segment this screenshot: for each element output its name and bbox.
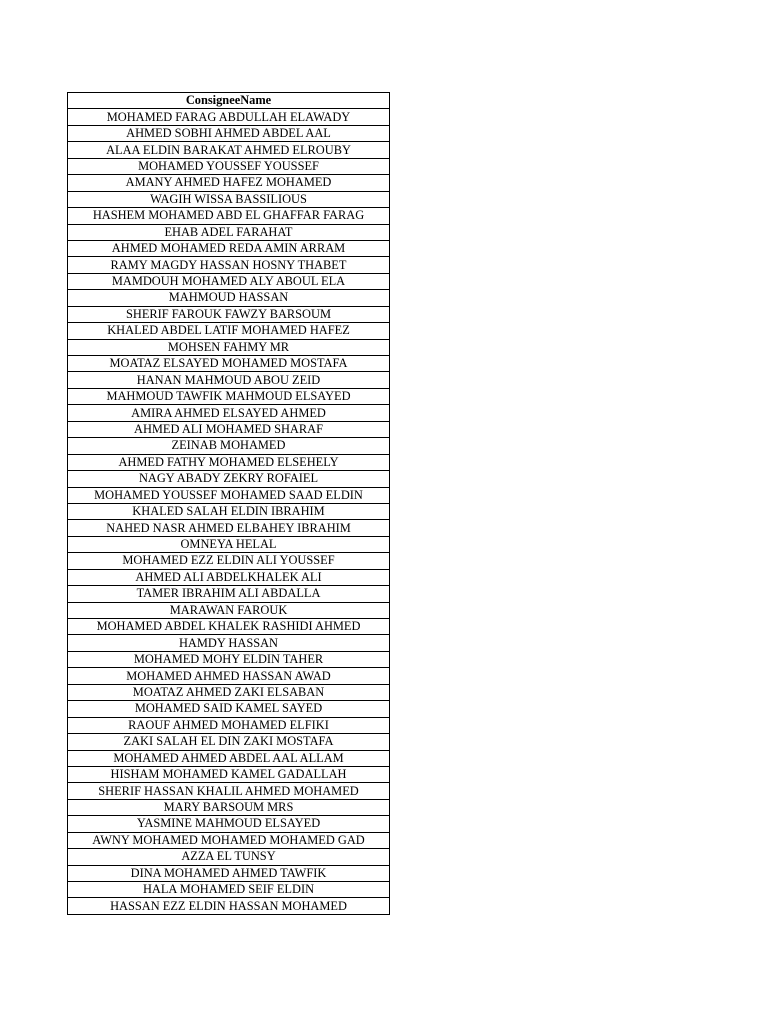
consignee-name-cell: HALA MOHAMED SEIF ELDIN: [68, 882, 390, 898]
consignee-name-cell: NAGY ABADY ZEKRY ROFAIEL: [68, 471, 390, 487]
consignee-name-cell: YASMINE MAHMOUD ELSAYED: [68, 816, 390, 832]
table-row: [68, 224, 390, 240]
table-row: [68, 717, 390, 733]
table-row: [68, 273, 390, 289]
table-row: [68, 438, 390, 454]
table-row: [68, 142, 390, 158]
consignee-name-cell: ZEINAB MOHAMED: [68, 438, 390, 454]
table-row: [68, 240, 390, 256]
table-row: [68, 191, 390, 207]
table-row: [68, 799, 390, 815]
table-row: [68, 339, 390, 355]
consignee-name-cell: MOHAMED MOHY ELDIN TAHER: [68, 651, 390, 667]
table-row: [68, 701, 390, 717]
table-row: [68, 503, 390, 519]
consignee-name-cell: RAMY MAGDY HASSAN HOSNY THABET: [68, 257, 390, 273]
consignee-name-cell: DINA MOHAMED AHMED TAWFIK: [68, 865, 390, 881]
consignee-name-cell: AMANY AHMED HAFEZ MOHAMED: [68, 175, 390, 191]
consignee-name-cell: MOHAMED AHMED HASSAN AWAD: [68, 668, 390, 684]
consignee-name-cell: MAHMOUD HASSAN: [68, 290, 390, 306]
consignee-name-cell: MARAWAN FAROUK: [68, 602, 390, 618]
consignee-name-cell: AHMED FATHY MOHAMED ELSEHELY: [68, 454, 390, 470]
consignee-name-cell: TAMER IBRAHIM ALI ABDALLA: [68, 586, 390, 602]
consignee-name-cell: MOATAZ ELSAYED MOHAMED MOSTAFA: [68, 356, 390, 372]
consignee-name-cell: AMIRA AHMED ELSAYED AHMED: [68, 405, 390, 421]
table-row: [68, 651, 390, 667]
consignee-name-cell: HASSAN EZZ ELDIN HASSAN MOHAMED: [68, 898, 390, 914]
consignee-name-cell: MOHAMED EZZ ELDIN ALI YOUSSEF: [68, 553, 390, 569]
table-row: [68, 487, 390, 503]
table-row: [68, 158, 390, 174]
table-row: [68, 619, 390, 635]
consignee-name-cell: MOHAMED SAID KAMEL SAYED: [68, 701, 390, 717]
table-row: [68, 454, 390, 470]
table-row: [68, 109, 390, 125]
table-row: [68, 372, 390, 388]
consignee-name-cell: MAHMOUD TAWFIK MAHMOUD ELSAYED: [68, 388, 390, 404]
consignee-name-cell: MOHSEN FAHMY MR: [68, 339, 390, 355]
table-row: [68, 536, 390, 552]
table-row: [68, 635, 390, 651]
table-row: [68, 668, 390, 684]
consignee-name-cell: MOHAMED FARAG ABDULLAH ELAWADY: [68, 109, 390, 125]
table-row: [68, 257, 390, 273]
table-row: [68, 832, 390, 848]
consignee-name-cell: MOHAMED AHMED ABDEL AAL ALLAM: [68, 750, 390, 766]
table-row: [68, 569, 390, 585]
table-row: [68, 356, 390, 372]
table-row: [68, 734, 390, 750]
table-row: [68, 290, 390, 306]
consignee-table: [67, 92, 390, 915]
table-row: [68, 175, 390, 191]
table-row: [68, 602, 390, 618]
column-header-consignee-name: ConsigneeName: [68, 93, 390, 109]
consignee-name-cell: HANAN MAHMOUD ABOU ZEID: [68, 372, 390, 388]
consignee-name-cell: AHMED ALI MOHAMED SHARAF: [68, 421, 390, 437]
consignee-name-cell: ZAKI SALAH EL DIN ZAKI MOSTAFA: [68, 734, 390, 750]
consignee-name-cell: MOHAMED YOUSSEF YOUSSEF: [68, 158, 390, 174]
table-row: [68, 882, 390, 898]
table-row: [68, 750, 390, 766]
consignee-name-cell: MAMDOUH MOHAMED ALY ABOUL ELA: [68, 273, 390, 289]
consignee-name-cell: RAOUF AHMED MOHAMED ELFIKI: [68, 717, 390, 733]
consignee-name-cell: MOHAMED YOUSSEF MOHAMED SAAD ELDIN: [68, 487, 390, 503]
table-row: [68, 421, 390, 437]
table-body: [68, 109, 390, 914]
consignee-name-cell: SHERIF HASSAN KHALIL AHMED MOHAMED: [68, 783, 390, 799]
table-row: [68, 684, 390, 700]
consignee-name-cell: WAGIH WISSA BASSILIOUS: [68, 191, 390, 207]
table-row: [68, 208, 390, 224]
consignee-name-cell: AHMED MOHAMED REDA AMIN ARRAM: [68, 240, 390, 256]
consignee-name-cell: MARY BARSOUM MRS: [68, 799, 390, 815]
table-row: [68, 471, 390, 487]
table-header-row: [68, 93, 390, 109]
table-row: [68, 388, 390, 404]
consignee-name-cell: KHALED ABDEL LATIF MOHAMED HAFEZ: [68, 323, 390, 339]
table-row: [68, 865, 390, 881]
consignee-name-cell: AHMED SOBHI AHMED ABDEL AAL: [68, 125, 390, 141]
consignee-name-cell: NAHED NASR AHMED ELBAHEY IBRAHIM: [68, 520, 390, 536]
consignee-name-cell: AHMED ALI ABDELKHALEK ALI: [68, 569, 390, 585]
consignee-name-cell: AZZA EL TUNSY: [68, 849, 390, 865]
consignee-name-cell: MOATAZ AHMED ZAKI ELSABAN: [68, 684, 390, 700]
consignee-name-cell: ALAA ELDIN BARAKAT AHMED ELROUBY: [68, 142, 390, 158]
consignee-name-cell: MOHAMED ABDEL KHALEK RASHIDI AHMED: [68, 619, 390, 635]
consignee-name-cell: HAMDY HASSAN: [68, 635, 390, 651]
consignee-name-cell: EHAB ADEL FARAHAT: [68, 224, 390, 240]
table-row: [68, 898, 390, 914]
table-row: [68, 520, 390, 536]
consignee-name-cell: KHALED SALAH ELDIN IBRAHIM: [68, 503, 390, 519]
table-row: [68, 816, 390, 832]
table-row: [68, 553, 390, 569]
consignee-name-cell: HISHAM MOHAMED KAMEL GADALLAH: [68, 766, 390, 782]
table-row: [68, 586, 390, 602]
table-row: [68, 766, 390, 782]
table-row: [68, 849, 390, 865]
table-row: [68, 125, 390, 141]
table-row: [68, 306, 390, 322]
consignee-name-cell: OMNEYA HELAL: [68, 536, 390, 552]
consignee-name-cell: HASHEM MOHAMED ABD EL GHAFFAR FARAG: [68, 208, 390, 224]
consignee-name-cell: AWNY MOHAMED MOHAMED MOHAMED GAD: [68, 832, 390, 848]
table-row: [68, 783, 390, 799]
table-row: [68, 405, 390, 421]
table-row: [68, 323, 390, 339]
consignee-name-cell: SHERIF FAROUK FAWZY BARSOUM: [68, 306, 390, 322]
